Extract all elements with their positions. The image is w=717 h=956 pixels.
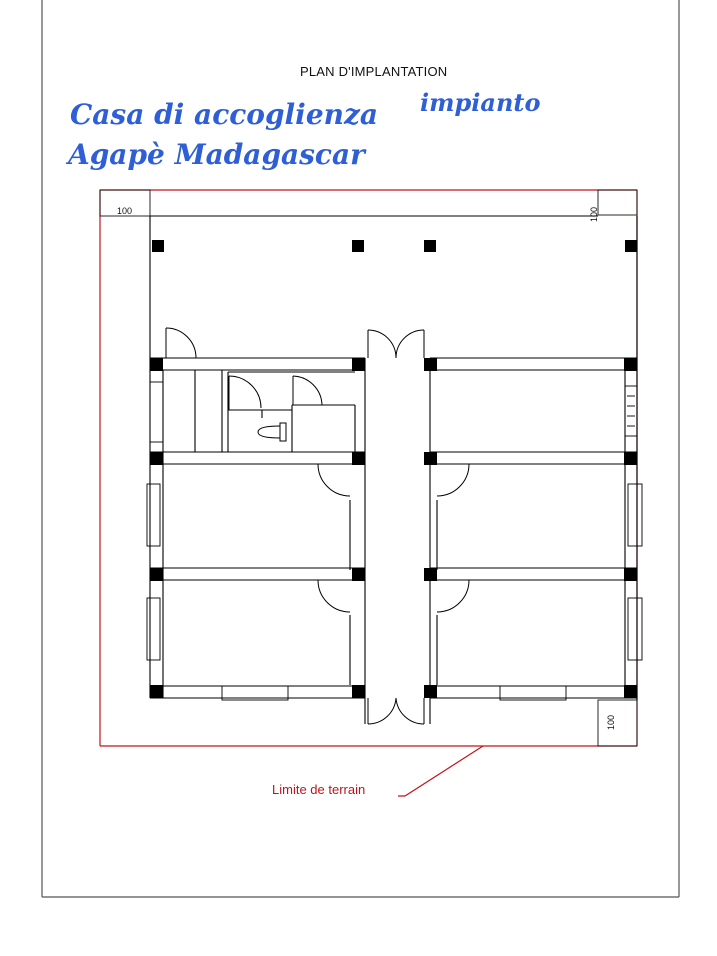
plan-title: PLAN D'IMPLANTATION bbox=[300, 64, 448, 79]
dimension-marks bbox=[100, 190, 637, 746]
dim-bottom-right: 100 bbox=[606, 714, 616, 730]
sheet-frame bbox=[42, 0, 679, 897]
handwritten-title-line-1: Casa di accoglienza bbox=[70, 98, 379, 131]
terrain-limit-label: Limite de terrain bbox=[272, 782, 366, 797]
dim-top-left: 100 bbox=[117, 206, 133, 216]
handwritten-title-line-2: Agapè Madagascar bbox=[68, 138, 365, 171]
columns bbox=[150, 240, 637, 698]
toilet-fixture bbox=[258, 423, 286, 441]
building-walls bbox=[150, 216, 637, 724]
dim-top-right: 100 bbox=[589, 206, 599, 222]
door-swings bbox=[166, 328, 469, 724]
windows bbox=[147, 382, 642, 700]
handwritten-note: impianto bbox=[420, 88, 541, 117]
